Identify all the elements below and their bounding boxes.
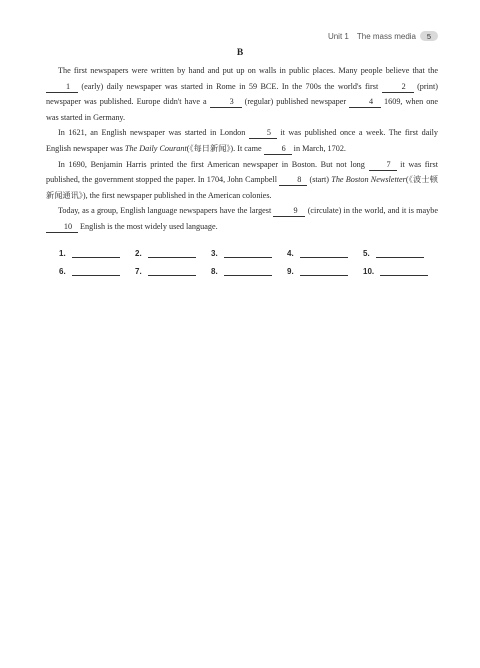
- blank-1[interactable]: 1: [46, 82, 78, 93]
- italic-title: The Boston Newsletter: [331, 175, 406, 185]
- blank-7[interactable]: 7: [369, 160, 397, 171]
- text-run: (early) daily newspaper was started in Rome in 59 BCE. In the 700s the world's first: [78, 81, 382, 91]
- answer-number: 10.: [363, 267, 375, 276]
- answer-line-6[interactable]: [72, 267, 120, 276]
- answer-number: 1.: [59, 249, 66, 258]
- text-run: it was published once a week. The first daily English newspaper was: [46, 128, 438, 153]
- answer-row: [59, 258, 439, 276]
- blank-5[interactable]: 5: [249, 128, 277, 139]
- text-run: In 1690, Benjamin Harris printed the first American newspaper in Boston. But not long: [58, 159, 369, 169]
- text-run: (circulate) in the world, and it is maybe: [305, 206, 438, 216]
- blank-4[interactable]: 4: [349, 97, 381, 108]
- answer-number: 5.: [363, 249, 370, 258]
- unit-label: Unit 1: [327, 31, 349, 41]
- blank-10[interactable]: 10: [46, 222, 78, 233]
- blank-9[interactable]: 9: [273, 206, 305, 217]
- text-run: English is the most widely used language.: [78, 221, 218, 231]
- answer-number: 7.: [135, 267, 142, 276]
- answer-line-10[interactable]: [380, 267, 428, 276]
- passage: [46, 63, 438, 235]
- section-title: B: [236, 48, 244, 58]
- blank-8[interactable]: 8: [279, 175, 307, 186]
- text-run: (print) newspaper was published. Europe didn't have a: [46, 81, 438, 107]
- answer-number: 4.: [287, 249, 294, 258]
- answer-line-1[interactable]: [72, 249, 120, 258]
- answer-line-2[interactable]: [148, 249, 196, 258]
- text-run: The first newspapers were written by hand and put up on walls in public places. Many people believe that the: [58, 66, 438, 75]
- answer-number: 2.: [135, 249, 142, 258]
- text-run: (《波士顿新闻通讯》), the first newspaper published in the American colonies.: [46, 175, 438, 200]
- blank-2[interactable]: 2: [382, 82, 414, 93]
- answer-slot: [135, 267, 211, 276]
- answer-line-3[interactable]: [224, 249, 272, 258]
- answer-line-7[interactable]: [148, 267, 196, 276]
- text-run: (start): [307, 175, 332, 185]
- answer-slot: [363, 267, 439, 276]
- paragraph-4: [46, 203, 438, 234]
- paragraph-3: [46, 157, 438, 204]
- text-run: it was first published, the government stopped the paper. In 1704, John Campbell: [46, 159, 438, 185]
- answer-slot: [211, 267, 287, 276]
- paragraph-1: [46, 63, 438, 125]
- answer-line-5[interactable]: [376, 249, 424, 258]
- text-run: Today, as a group, English language newspapers have the largest: [58, 206, 274, 216]
- answer-line-4[interactable]: [300, 249, 348, 258]
- answer-number: 3.: [211, 249, 218, 258]
- answer-slot: [59, 267, 135, 276]
- answer-slot: [135, 249, 211, 258]
- answer-grid: [59, 240, 439, 276]
- italic-title: The Daily Courant: [124, 143, 187, 153]
- answer-line-9[interactable]: [300, 267, 348, 276]
- text-run: (《每日新闻》). It came: [186, 143, 264, 153]
- answer-row: [59, 240, 439, 258]
- paragraph-2: [46, 125, 438, 156]
- text-run: in March, 1702.: [291, 143, 346, 153]
- answer-slot: [363, 249, 439, 258]
- page-number-badge: 5: [420, 31, 438, 41]
- answer-number: 6.: [59, 267, 66, 276]
- answer-line-8[interactable]: [224, 267, 272, 276]
- blank-3[interactable]: 3: [210, 97, 242, 108]
- text-run: (regular) published newspaper: [241, 97, 350, 107]
- answer-number: 8.: [211, 267, 218, 276]
- answer-slot: [211, 249, 287, 258]
- answer-number: 9.: [287, 267, 294, 276]
- answer-slot: [59, 249, 135, 258]
- text-run: In 1621, an English newspaper was started in London: [58, 128, 249, 138]
- page-header: [328, 30, 438, 42]
- blank-6[interactable]: 6: [264, 144, 292, 155]
- answer-slot: [287, 249, 363, 258]
- text-run: 1609, when one was started in Germany.: [46, 97, 439, 122]
- unit-title: The mass media: [356, 31, 416, 41]
- answer-slot: [287, 267, 363, 276]
